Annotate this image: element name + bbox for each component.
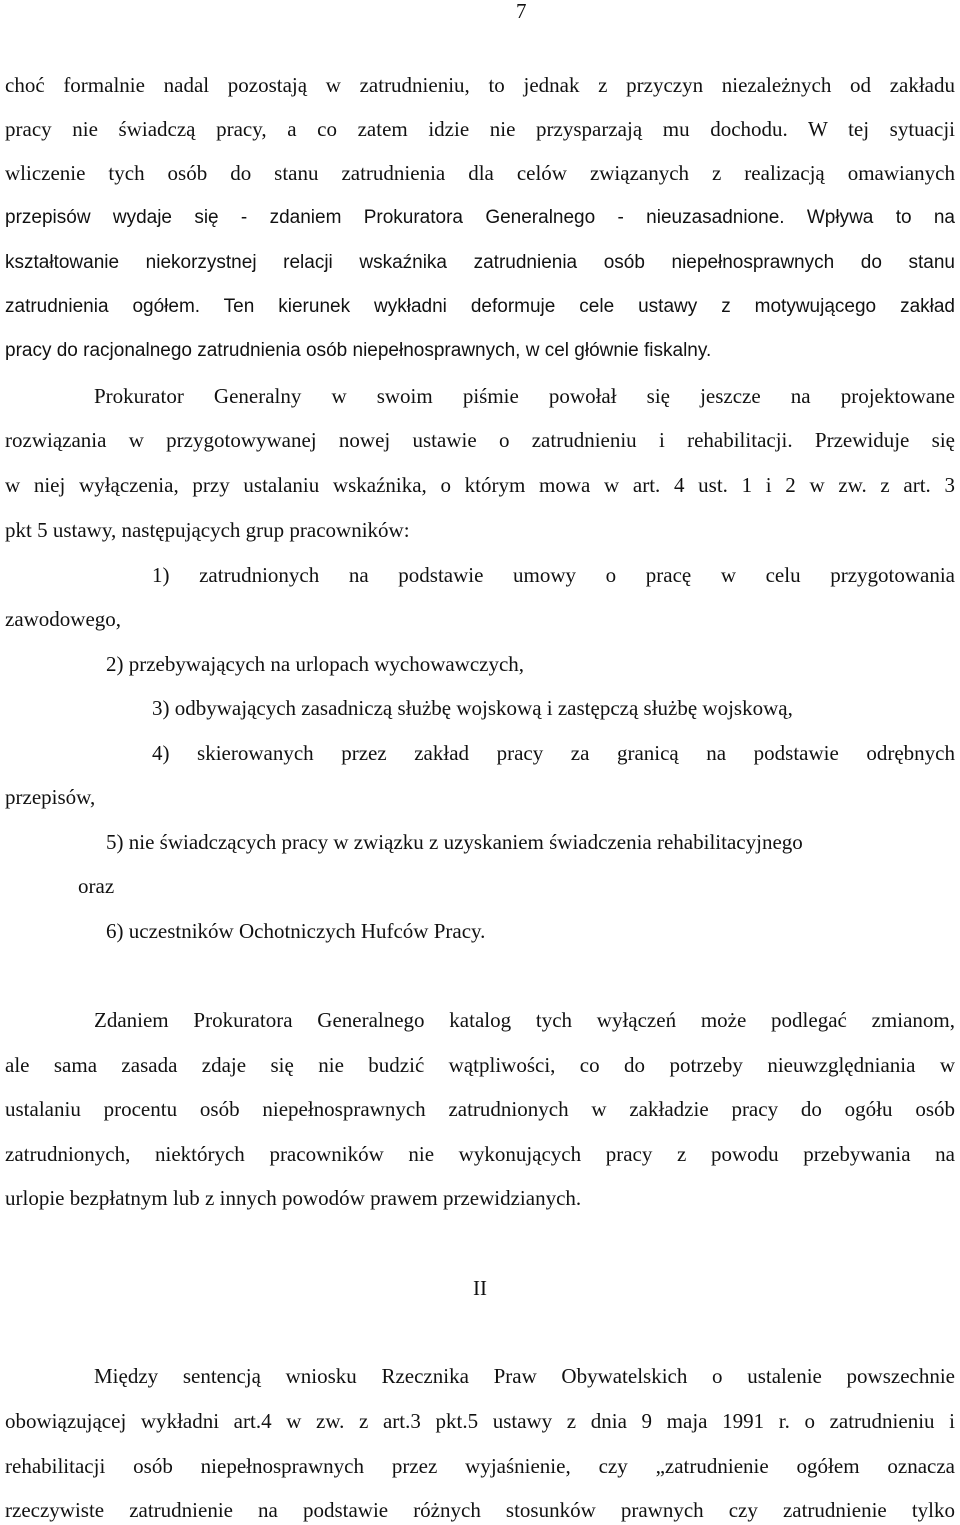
text-line: pkt 5 ustawy, następujących grup pracowników: [5, 518, 410, 542]
page-number: 7 [516, 0, 527, 23]
text-line: przepisów wydaje się - zdaniem Prokuratora Generalnego - nieuzasadnione. Wpływa to na [5, 207, 955, 228]
text-line: choć formalnie nadal pozostają w zatrudnieniu, to jednak z przyczyn niezależnych od zakładu [5, 73, 955, 97]
text-line: pracy do racjonalnego zatrudnienia osób niepełnosprawnych, w cel głównie fiskalny. [5, 340, 712, 361]
text-line: kształtowanie niekorzystnej relacji wskaźnika zatrudnienia osób niepełnosprawnych do stanu [5, 252, 955, 273]
list-item: 2) przebywających na urlopach wychowawczych, [106, 652, 525, 676]
text-line: Między sentencją wniosku Rzecznika Praw Obywatelskich o ustalenie powszechnie [94, 1364, 955, 1388]
text-line: zawodowego, [5, 607, 122, 631]
text-line: pracy nie świadczą pracy, a co zatem idzie nie przysparzają mu dochodu. W tej sytuacji [5, 117, 955, 141]
text-line: ustalaniu procentu osób niepełnosprawnych zatrudnionych w zakładzie pracy do ogółu osób [5, 1097, 955, 1121]
text-line: rozwiązania w przygotowywanej nowej ustawie o zatrudnieniu i rehabilitacji. Przewiduje się [5, 428, 955, 452]
text-line: oraz [78, 874, 115, 898]
text-line: obowiązującej wykładni art.4 w zw. z art.3 pkt.5 ustawy z dnia 9 maja 1991 r. o zatrudnieniu i [5, 1409, 955, 1433]
text-line: Prokurator Generalny w swoim piśmie powołał się jeszcze na projektowane [94, 384, 955, 408]
list-item: 3) odbywających zasadniczą służbę wojskową i zastępczą służbę wojskową, [152, 696, 793, 720]
list-item: 1) zatrudnionych na podstawie umowy o pracę w celu przygotowania [152, 563, 955, 587]
list-item: 6) uczestników Ochotniczych Hufców Pracy. [106, 919, 486, 943]
text-line: w niej wyłączenia, przy ustalaniu wskaźnika, o którym mowa w art. 4 ust. 1 i 2 w zw. z art. 3 [5, 473, 955, 497]
text-line: rehabilitacji osób niepełnosprawnych przez wyjaśnienie, czy „zatrudnienie ogółem oznacza [5, 1454, 955, 1478]
text-line: Zdaniem Prokuratora Generalnego katalog tych wyłączeń może podlegać zmianom, [94, 1008, 955, 1032]
list-item: 4) skierowanych przez zakład pracy za granicą na podstawie odrębnych [152, 741, 955, 765]
section-heading: II [473, 1276, 487, 1300]
text-line: wliczenie tych osób do stanu zatrudnienia dla celów związanych z realizacją omawianych [5, 161, 955, 185]
text-line: ale sama zasada zdaje się nie budzić wątpliwości, co do potrzeby nieuwzględniania w [5, 1053, 955, 1077]
text-line: przepisów, [5, 785, 96, 809]
list-item: 5) nie świadczących pracy w związku z uzyskaniem świadczenia rehabilitacyjnego [106, 830, 803, 854]
text-line: zatrudnienia ogółem. Ten kierunek wykładni deformuje cele ustawy z motywującego zakład [5, 296, 955, 317]
text-line: zatrudnionych, niektórych pracowników nie wykonujących pracy z powodu przebywania na [5, 1142, 955, 1166]
text-line: rzeczywiste zatrudnienie na podstawie różnych stosunków prawnych czy zatrudnienie tylko [5, 1498, 955, 1522]
text-line: urlopie bezpłatnym lub z innych powodów prawem przewidzianych. [5, 1186, 582, 1210]
